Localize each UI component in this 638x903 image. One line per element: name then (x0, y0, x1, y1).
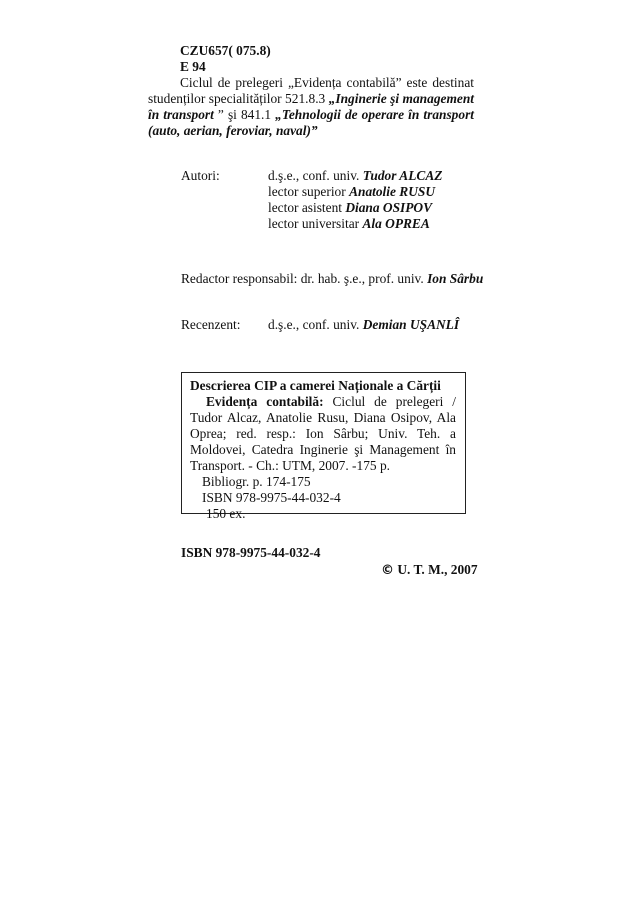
czu-code: CZU657( 075.8) (180, 43, 271, 58)
cip-title: Descrierea CIP a camerei Naționale a Cărții (190, 378, 441, 393)
intro-line-2 (148, 91, 474, 107)
reviewer-name: Demian UŞANLÎ (362, 317, 460, 332)
reviewer-line (268, 317, 459, 333)
intro-text: Ciclul de prelegeri „Evidența contabilă” este destinat (180, 75, 474, 90)
cip-text: Ciclul de prelegeri / (323, 394, 456, 409)
intro-line-4: (auto, aerian, feroviar, naval)” (148, 123, 318, 138)
catalog-code: E 94 (180, 59, 206, 74)
author-name: Ala OPREA (362, 216, 430, 231)
cip-line-4: Oprea; red. resp.: Ion Sârbu; Univ. Teh. a (190, 426, 456, 441)
cip-isbn: ISBN 978-9975-44-032-4 (202, 490, 341, 505)
intro-text: ” şi 841.1 (213, 107, 276, 122)
program-name: „Tehnologii de operare în transport (275, 107, 475, 122)
isbn: ISBN 978-9975-44-032-4 (181, 545, 321, 560)
cip-bibliography: Bibliogr. p. 174-175 (202, 474, 311, 489)
cip-line-6: Transport. - Ch.: UTM, 2007. -175 p. (190, 458, 390, 473)
author-line-4 (268, 216, 430, 232)
intro-line-3 (148, 107, 474, 123)
copyright-text: U. T. M., 2007 (397, 562, 478, 577)
program-name: „Inginerie şi management (328, 91, 474, 106)
cip-copies: 150 ex. (206, 506, 246, 521)
cip-line-5: Moldovei, Catedra Inginerie şi Management în (190, 442, 456, 457)
cip-line-3: Tudor Alcaz, Anatolie Rusu, Diana Osipov, Ala (190, 410, 456, 425)
author-name: Tudor ALCAZ (362, 168, 443, 183)
author-name: Anatolie RUSU (349, 184, 436, 199)
responsible-editor (181, 271, 483, 287)
author-role: lector universitar (268, 216, 363, 231)
intro-line-1 (180, 75, 474, 91)
authors-label: Autori: (181, 168, 220, 183)
author-line-1 (268, 168, 442, 184)
cip-line-2 (206, 394, 456, 410)
copyright-line (381, 562, 478, 579)
author-line-3 (268, 200, 432, 216)
author-line-2 (268, 184, 435, 200)
program-name: în transport (148, 107, 214, 122)
reviewer-role: d.ş.e., conf. univ. (268, 317, 363, 332)
cip-book-title: Evidența contabilă: (206, 394, 324, 409)
editor-name: Ion Sârbu (427, 271, 484, 286)
cip-description-box (181, 372, 466, 521)
editor-label: Redactor responsabil: dr. hab. ş.e., prof. univ. (181, 271, 428, 286)
copyright-icon: © (381, 563, 394, 578)
author-role: d.ş.e., conf. univ. (268, 168, 363, 183)
author-role: lector superior (268, 184, 350, 199)
author-name: Diana OSIPOV (345, 200, 433, 215)
intro-text: studenților specialităților 521.8.3 (148, 91, 329, 106)
author-role: lector asistent (268, 200, 346, 215)
reviewer-label: Recenzent: (181, 317, 241, 332)
